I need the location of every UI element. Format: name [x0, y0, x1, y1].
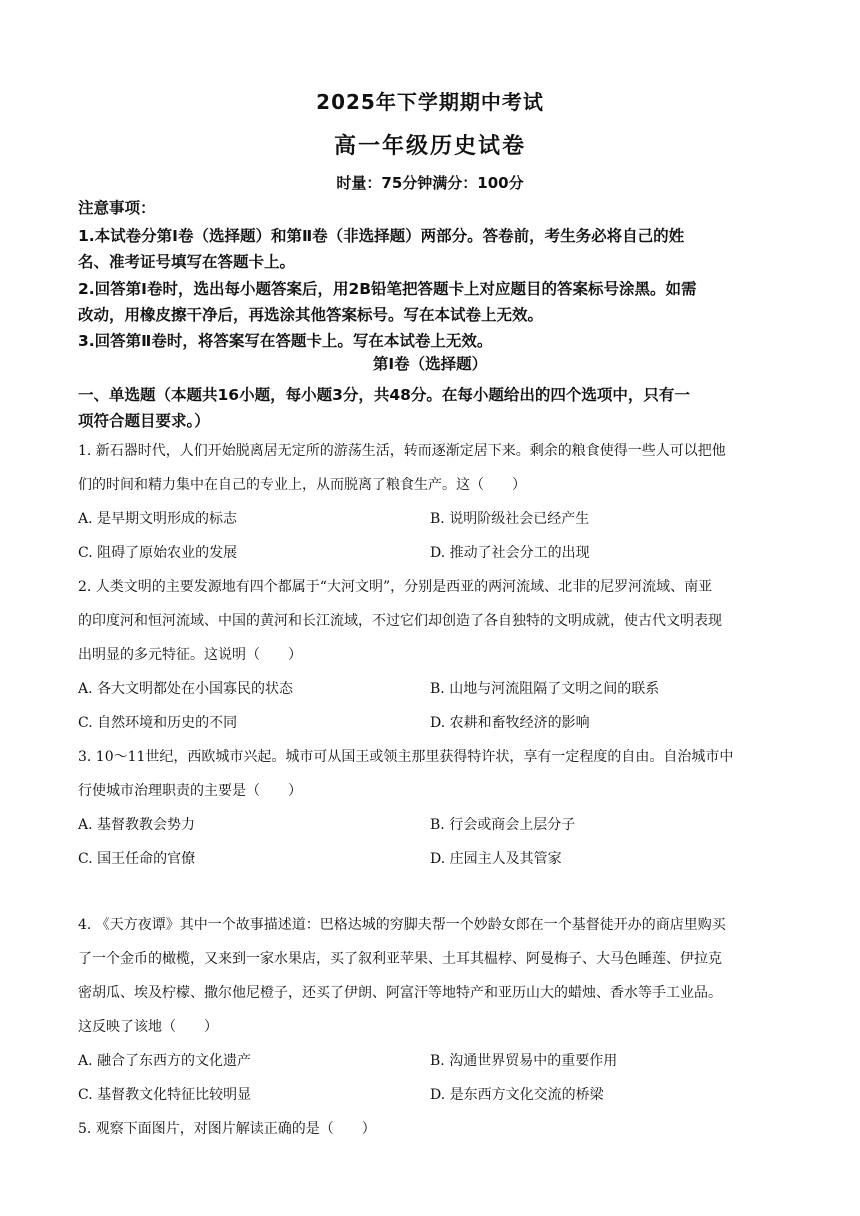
- question-2-stem: 2. 人类文明的主要发源地有四个都属于“大河文明”，分别是西亚的两河流域、北非的尼罗河流域、南亚: [78, 579, 713, 595]
- question-4-option-c: C. 基督教文化特征比较明显: [78, 1087, 252, 1103]
- question-1-option-d: D. 推动了社会分工的出现: [430, 545, 590, 561]
- question-1-stem: 1. 新石器时代，人们开始脱离居无定所的游荡生活，转而逐渐定居下来。剩余的粮食使得一些人可以把他: [78, 443, 726, 459]
- question-3-option-b: B. 行会或商会上层分子: [430, 817, 576, 833]
- question-4-stem: 了一个金币的橄榄，又来到一家水果店，买了叙利亚苹果、土耳其榅桲、阿曼梅子、大马色睡莲、伊拉克: [78, 951, 722, 967]
- notice-line: 3.回答第Ⅱ卷时，将答案写在答题卡上。写在本试卷上无效。: [78, 332, 493, 350]
- notice-line: 1.本试卷分第Ⅰ卷（选择题）和第Ⅱ卷（非选择题）两部分。答卷前，考生务必将自己的姓: [78, 227, 685, 245]
- question-5-stem: 5. 观察下面图片，对图片解读正确的是（ ）: [78, 1121, 376, 1137]
- question-1-option-b: B. 说明阶级社会已经产生: [430, 511, 590, 527]
- question-3-option-c: C. 国王任命的官僚: [78, 851, 196, 867]
- question-4-stem: 4. 《天方夜谭》其中一个故事描述道：巴格达城的穷脚夫帮一个妙龄女郎在一个基督徒开办的商店里购买: [78, 917, 726, 933]
- exam-title: 2025年下学期期中考试: [316, 90, 544, 114]
- question-4-option-a: A. 融合了东西方的文化遗产: [78, 1053, 252, 1069]
- question-1-stem: 们的时间和精力集中在自己的专业上，从而脱离了粮食生产。这（ ）: [78, 477, 526, 493]
- question-2-option-b: B. 山地与河流阻隔了文明之间的联系: [430, 681, 660, 697]
- part1-instruction: 项符合题目要求。）: [78, 412, 210, 430]
- question-2-option-c: C. 自然环境和历史的不同: [78, 715, 238, 731]
- question-3-stem: 行使城市治理职责的主要是（ ）: [78, 783, 302, 799]
- notice-line: 2.回答第Ⅰ卷时，选出每小题答案后，用2B铅笔把答题卡上对应题目的答案标号涂黑。如需: [78, 280, 697, 298]
- question-3-option-a: A. 基督教教会势力: [78, 817, 196, 833]
- question-3-option-d: D. 庄园主人及其管家: [430, 851, 562, 867]
- question-2-option-a: A. 各大文明都处在小国寡民的状态: [78, 681, 294, 697]
- question-2-stem: 的印度河和恒河流域、中国的黄河和长江流域，不过它们却创造了各自独特的文明成就，使古代文明表现: [78, 613, 722, 629]
- notice-heading: 注意事项：: [78, 199, 156, 217]
- exam-subtitle: 高一年级历史试卷: [333, 134, 526, 159]
- question-2-option-d: D. 农耕和畜牧经济的影响: [430, 715, 590, 731]
- question-4-stem: 密胡瓜、埃及柠檬、撒尔他尼橙子，还买了伊朗、阿富汗等地特产和亚历山大的蜡烛、香水等手工业品。: [78, 985, 722, 1001]
- notice-line: 名、准考证号填写在答题卡上。: [78, 253, 296, 271]
- question-4-option-d: D. 是东西方文化交流的桥梁: [430, 1087, 604, 1103]
- exam-time-score: 时量：75分钟满分：100分: [336, 174, 524, 192]
- part1-instruction: 一、单选题（本题共16小题，每小题3分，共48分。在每小题给出的四个选项中，只有一: [78, 386, 690, 404]
- part1-title: 第Ⅰ卷（选择题）: [372, 355, 488, 373]
- question-1-option-c: C. 阻碍了原始农业的发展: [78, 545, 238, 561]
- question-4-option-b: B. 沟通世界贸易中的重要作用: [430, 1053, 618, 1069]
- notice-line: 改动，用橡皮擦干净后，再选涂其他答案标号。写在本试卷上无效。: [78, 306, 544, 324]
- question-3-stem: 3. 10～11世纪，西欧城市兴起。城市可从国王或领主那里获得特许状，享有一定程度的自由。自治城市中: [78, 749, 734, 765]
- question-1-option-a: A. 是早期文明形成的标志: [78, 511, 238, 527]
- question-4-stem: 这反映了该地（ ）: [78, 1019, 218, 1035]
- question-2-stem: 出明显的多元特征。这说明（ ）: [78, 647, 302, 663]
